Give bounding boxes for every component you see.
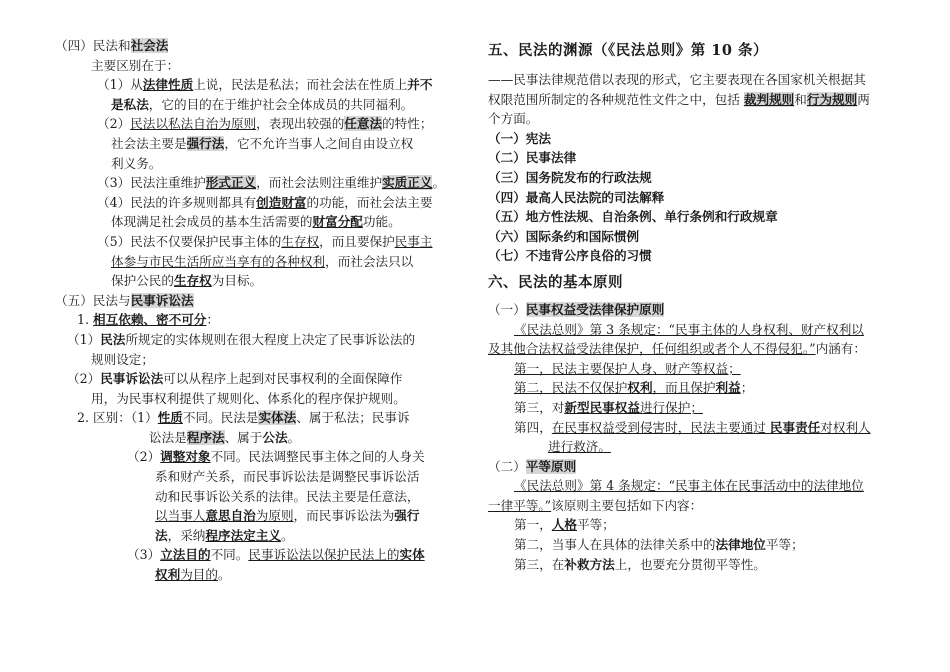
heading-text: （四）民法和 [55,38,131,53]
text-fragment: 民事责任 [769,419,821,435]
text-fragment: 该原则主要包括如下内容： [551,497,703,513]
text-fragment: 实体法 [258,410,297,426]
text-fragment: 、属于私法；民事诉 [296,410,410,426]
text-fragment: 民事主 [394,233,433,249]
item-1-2-cont: 用，为民事权利提供了规则化、体系化的程序保护规则。 [91,390,406,406]
section-5-title: 五、民法的渊源（《民法总则》第 10 条） [488,42,769,59]
sources-desc-1: ——民事法律规范借以表现的形式，它主要表现在各国家机关根据其 [488,72,866,87]
text-fragment: 不同。 [210,547,249,563]
text-fragment: 体现满足社会成员的基本生活需要的 [111,214,313,230]
principle-1-quote [488,320,906,340]
text-fragment: 实体 [399,547,425,563]
text-fragment: 进行保护； [639,399,703,415]
text-fragment: 。 [432,175,446,191]
principle-1-item-4-cont [488,437,906,457]
section-4-heading [55,36,455,56]
principle-1-item-2 [488,378,906,398]
text-fragment: 为原则 [255,508,294,524]
text-fragment: ，而社会法只以 [325,253,414,269]
text-fragment: 生存权 [173,273,212,289]
item-1 [55,310,455,330]
source-item: （七）不违背公序良俗的习惯 [488,248,652,264]
text-fragment: 实质正义 [382,175,433,191]
text-fragment: 立法目的 [160,547,211,563]
text-fragment: 第三，在 [514,556,565,572]
text-fragment: ，它的目的在于维护社会全体成员的共同福利。 [148,96,414,112]
point-4-cont [55,212,455,232]
text-fragment: ，它不允许当事人之间自由设立权 [224,135,414,151]
text-fragment: 裁判规则 [743,91,795,107]
text-fragment: 第一，民法主要保护人身、财产等权益； [514,360,741,376]
text-fragment: ，而社会法则注重维护 [256,175,383,191]
principle-2-heading [488,457,906,477]
text-fragment: ： [206,312,219,328]
text-fragment: 一律平等。” [488,497,552,513]
text-fragment: 《民法总则》第 3 条规定：“民事主体的人身权利、财产权利以 [514,321,864,337]
sources-desc-3: 个方面。 [488,111,539,127]
principle-2-item-1 [488,515,906,535]
text-fragment: （2） [127,449,161,465]
text-fragment: ，采纳 [167,527,206,543]
text-fragment: 生存权 [281,233,320,249]
text-fragment: 并不 [407,77,433,93]
text-fragment: 财富分配 [312,214,363,230]
principle-2-quote [488,476,906,496]
text-fragment: 2. 区别：（1） [77,410,158,426]
text-fragment: 及其他合法权益受法律保护，任何组织或者个人不得侵犯。” [488,341,816,357]
section-5-heading [55,291,455,311]
text-fragment: ，而且保护 [652,380,716,396]
text-fragment: 体参与市民生活所应当享有的各种权利 [111,253,326,269]
left-column [55,36,455,585]
text-fragment: 。 [217,567,231,583]
text-fragment: 法律性质 [142,77,194,93]
source-item: （三）国务院发布的行政法规 [488,169,652,185]
text-fragment: （一） [488,301,526,317]
text-fragment: （4）民法的许多规则都具有 [97,194,257,210]
text-fragment: 以当事人 [155,508,206,524]
text-fragment: 和 [794,91,807,107]
text-fragment: 、属于 [224,429,263,445]
text-fragment: （2） [67,371,101,387]
right-column [488,40,906,574]
item-2 [55,408,455,428]
item-1-2 [55,369,455,389]
text-fragment: （1）从 [97,77,143,93]
point-1-cont [55,95,455,115]
text-fragment: 对权利人 [820,419,871,435]
text-fragment: 平等； [576,517,615,533]
text-fragment: 进行救济。 [548,439,611,455]
text-fragment: 调整对象 [160,449,211,465]
text-fragment: 民法 [100,331,126,347]
text-fragment: 在民事权益受到侵害时，民法主要通过 [551,419,770,435]
text-fragment: 为目标。 [211,273,263,289]
text-fragment: 意思自治 [205,508,256,524]
item-2-2 [55,447,455,467]
principle-1-item-3 [488,398,906,418]
text-fragment: （5）民法不仅要保护民事主体的 [97,233,282,249]
text-fragment: 内涵有： [815,341,866,357]
text-fragment: 民事诉讼法 [100,371,164,387]
text-fragment: ，而且要保护 [319,233,395,249]
text-fragment: 《民法总则》第 4 条规定：“民事主体在民事活动中的法律地位 [514,478,864,494]
text-fragment: 形式正义 [205,175,257,191]
text-fragment: （二） [488,458,526,474]
text-fragment: 上说，民法是私法；而社会法在性质上 [193,77,408,93]
principle-2-quote-cont [488,496,906,516]
text-fragment: 功能。 [362,214,401,230]
text-fragment: 程序法定主义 [205,527,281,543]
text-fragment: 人格 [551,517,577,533]
point-4 [55,193,455,213]
item-2-2-cont3 [55,506,455,526]
text-fragment: 强行法 [186,135,225,151]
source-item: （六）国际条约和国际惯例 [488,228,640,244]
text-fragment: 保护公民的 [111,273,174,289]
point-2-cont2: 利义务。 [111,155,162,171]
principle-1-heading [488,300,906,320]
text-fragment: 。 [280,527,294,543]
text-fragment: 1. [77,312,94,328]
text-fragment: 所规定的实体规则在很大程度上决定了民事诉讼法的 [125,331,416,347]
principle-2-item-2 [488,535,906,555]
point-5 [55,232,455,252]
text-fragment: 社会法主要是 [111,135,187,151]
text-fragment: ，表现出较强的 [256,116,345,132]
text-fragment: 法 [155,527,168,543]
text-fragment: 平等原则 [525,458,577,474]
text-fragment: 行为规则 [806,91,858,107]
text-fragment: 民事诉讼法 [130,292,194,308]
item-1-1-cont: 规则设定； [91,351,154,367]
principle-1-quote-cont [488,339,906,359]
text-fragment: ； [740,380,754,396]
principle-1-item-4 [488,418,906,438]
text-fragment: ，而民事诉讼法为 [293,508,395,524]
heading-keyword: 社会法 [130,38,169,53]
item-2-2-cont4 [55,526,455,546]
text-fragment: 。 [287,429,301,445]
text-fragment: 任意法 [344,116,383,132]
text-fragment: 的功能，而社会法主要 [306,194,433,210]
text-fragment: 不同。民法是 [182,410,259,426]
point-1 [55,75,455,95]
principle-2-item-3 [488,555,906,575]
text-fragment: 权限范围所制定的各种规范性文件之中，包括 [488,91,744,107]
item-2-cont [55,428,455,448]
text-fragment: 不同。民法调整民事主体之间的人身关 [210,449,425,465]
text-fragment: 权利 [627,380,653,396]
section-6-title: 六、民法的基本原则 [488,273,623,291]
source-item: （二）民事法律 [488,150,577,166]
text-fragment: 为目的 [180,567,218,583]
source-item: （一）宪法 [488,130,551,146]
text-fragment: 新型民事权益 [564,399,640,415]
item-2-3 [55,545,455,565]
text-fragment: （五）民法与 [55,292,131,308]
text-fragment: 相互依赖、密不可分 [93,312,207,328]
text-fragment: （2） [97,116,131,132]
text-fragment: （1） [67,331,101,347]
text-fragment: 第二，当事人在具体的法律关系中的 [514,537,716,553]
text-fragment: 的特性； [382,116,433,132]
text-fragment: 公法 [262,429,288,445]
text-fragment: 强行 [394,508,420,524]
text-fragment: 民法以私法自治为原则 [130,116,257,132]
text-fragment: 第三，对 [514,399,565,415]
text-fragment: 利益 [715,380,741,396]
text-fragment: 法律地位 [715,537,766,553]
text-fragment: 可以从程序上起到对民事权利的全面保障作 [163,371,403,387]
text-fragment: 第四， [514,419,552,435]
sources-desc-2 [488,90,906,110]
principle-1-item-1 [488,359,906,379]
text-fragment: 两 [857,91,870,107]
source-item: （四）最高人民法院的司法解释 [488,189,665,205]
text-fragment: 权利 [155,567,181,583]
point-2-cont [55,134,455,154]
text-fragment: 第二，民法不仅保护 [514,380,628,396]
text-fragment: （3） [127,547,161,563]
source-item: （五）地方性法规、自治条例、单行条例和行政规章 [488,209,778,225]
item-2-3-cont [55,565,455,585]
text-fragment: 补救方法 [564,556,615,572]
text-fragment: 创造财富 [256,194,307,210]
text-fragment: 性质 [157,410,183,426]
item-1-1 [55,330,455,350]
intro-text: 主要区别在于： [91,57,180,73]
point-2 [55,114,455,134]
text-fragment: 是私法 [111,96,149,112]
text-fragment: 程序法 [186,429,225,445]
point-5-cont2 [55,271,455,291]
text-fragment: 讼法是 [149,429,187,445]
text-fragment: 平等； [765,537,804,553]
item-2-2-cont2: 动和民事诉讼关系的法律。民法主要是任意法， [155,488,420,504]
text-fragment: 民事权益受法律保护原则 [525,301,665,317]
item-2-2-cont: 系和财产关系，而民事诉讼法是调整民事诉讼活 [155,469,420,485]
point-5-cont [55,252,455,272]
text-fragment: 民事诉讼法以保护民法上的 [248,547,400,563]
text-fragment: 上，也要充分贯彻平等性。 [614,556,766,572]
point-3 [55,173,455,193]
text-fragment: 第一， [514,517,552,533]
text-fragment: （3）民法注重维护 [97,175,206,191]
